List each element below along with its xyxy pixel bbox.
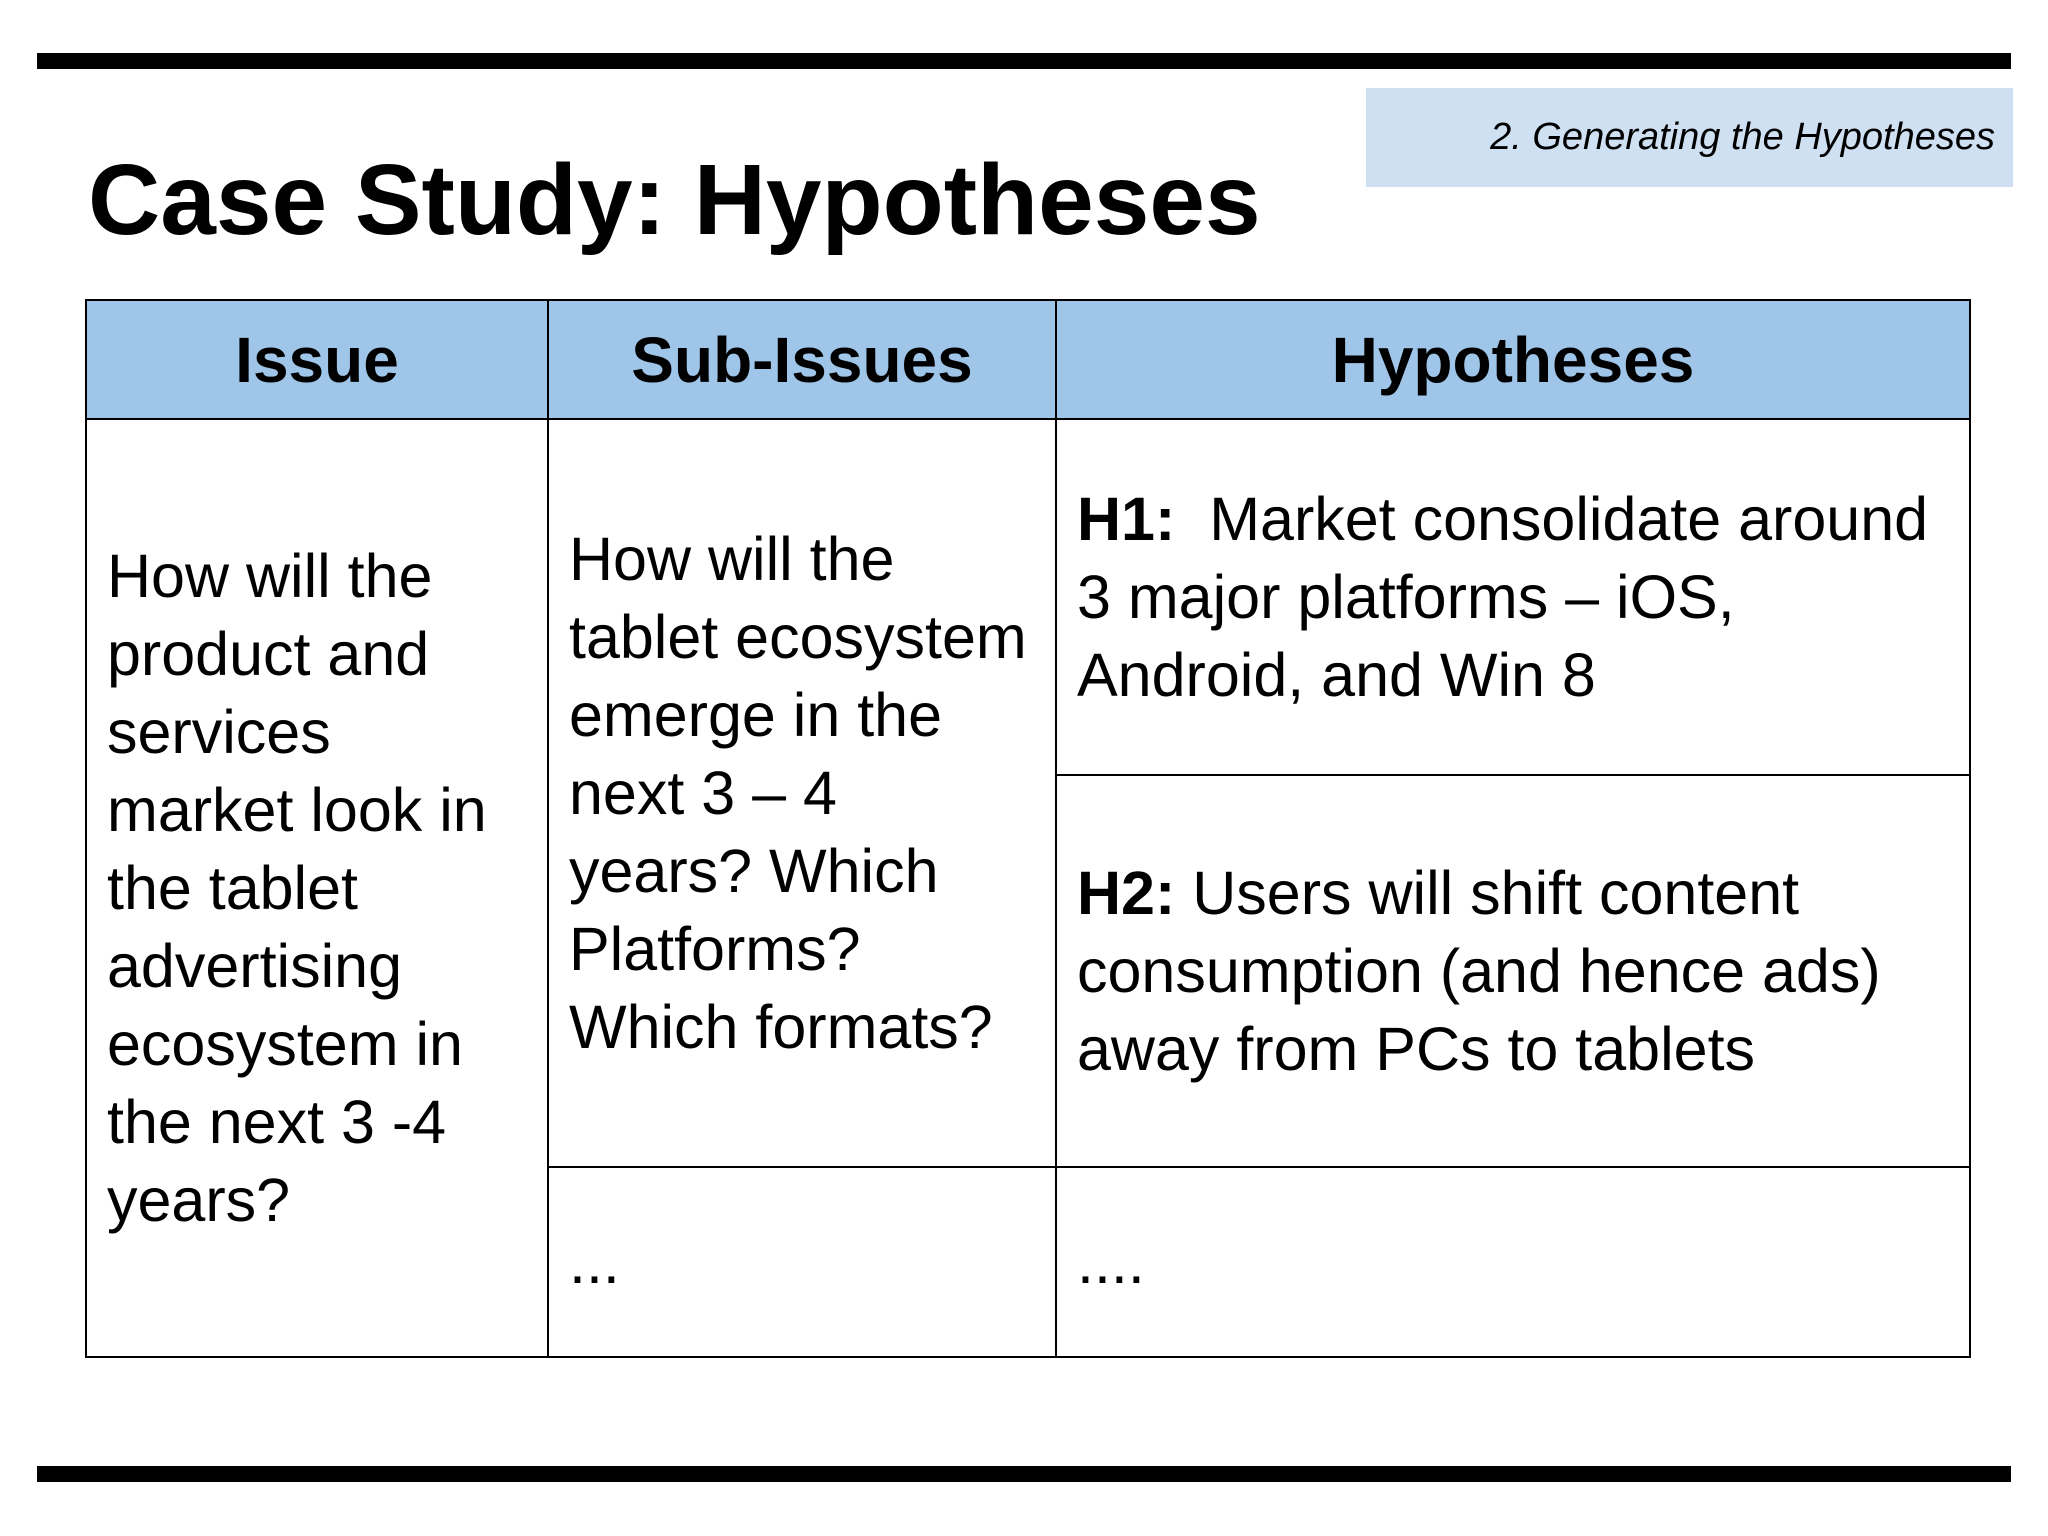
hypothesis-text: Market consolidate around 3 major platforms – iOS, Android, and Win 8: [1077, 484, 1929, 710]
hypothesis-cell-h1: [1056, 419, 1970, 775]
bottom-rule: [37, 1466, 2011, 1482]
hypothesis-text: Users will shift content consumption (and hence ads) away from PCs to tablets: [1077, 858, 1881, 1084]
section-tag: [1366, 88, 2013, 187]
sub-issue-cell: How will the tablet ecosystem emerge in the next 3 – 4 years? Which Platforms? Which formats?: [548, 419, 1056, 1167]
table-header-row: [86, 300, 1970, 419]
table-row: [86, 419, 1970, 775]
hypothesis-prefix: H2:: [1077, 858, 1176, 927]
header-hypotheses: Hypotheses: [1056, 300, 1970, 419]
hypothesis-prefix: H1:: [1077, 484, 1176, 553]
section-tag-label: 2. Generating the Hypotheses: [1490, 116, 1995, 158]
issue-cell: How will the product and services market look in the tablet advertising ecosystem in the next 3 -4 years?: [86, 419, 548, 1357]
hypothesis-cell-h2: [1056, 775, 1970, 1167]
page-title: Case Study: Hypotheses: [88, 144, 1261, 256]
header-issue: Issue: [86, 300, 548, 419]
top-rule: [37, 53, 2011, 69]
sub-issue-more-cell: ...: [548, 1167, 1056, 1357]
hypothesis-more-cell: ....: [1056, 1167, 1970, 1357]
header-sub-issues: Sub-Issues: [548, 300, 1056, 419]
hypotheses-table: [85, 299, 1971, 1358]
